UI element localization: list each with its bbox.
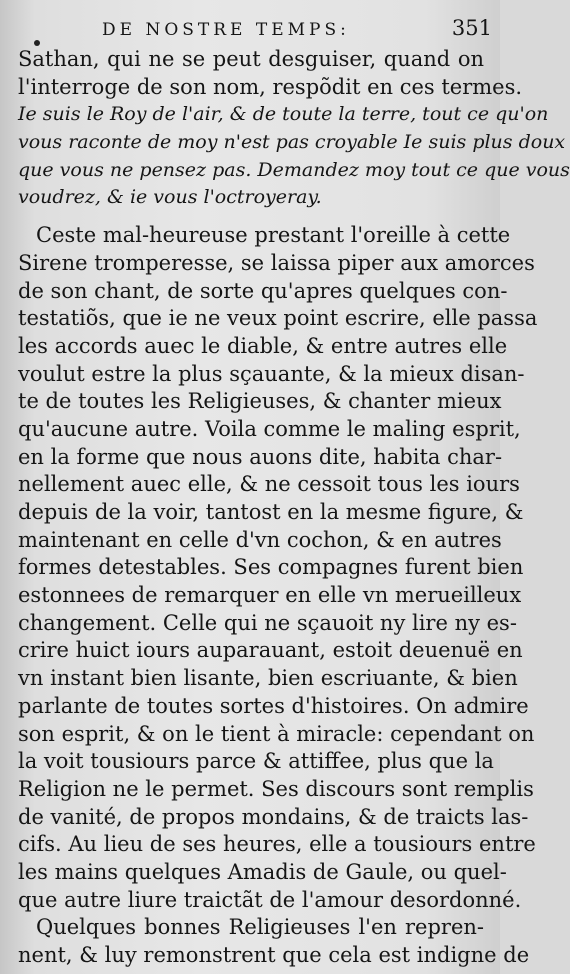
text-line: son esprit, & on le tient à miracle: cependant on bbox=[18, 721, 535, 746]
text-line: depuis de la voir, tantost en la mesme figure, & bbox=[18, 500, 524, 524]
text-line: de son chant, de sorte qu'apres quelques con- bbox=[18, 278, 508, 303]
text-line-italic: Ie suis le Roy de l'air, & de toute la terre, tout ce qu'on bbox=[18, 103, 549, 126]
text-line: que autre liure traictãt de l'amour desordonné. bbox=[18, 887, 522, 912]
text-line: estonnees de remarquer en elle vn merueilleux bbox=[18, 583, 522, 608]
text-line: changement. Celle qui ne sçauoit ny lire ny es- bbox=[18, 610, 517, 635]
text-line: l'interroge de son nom, respõdit en ces termes. bbox=[18, 74, 523, 99]
page-number: 351 bbox=[451, 16, 492, 40]
text-line: cifs. Au lieu de ses heures, elle a tousiours entre bbox=[18, 832, 536, 857]
text-line: maintenant en celle d'vn cochon, & en autres bbox=[18, 527, 502, 552]
text-line: Quelques bonnes Religieuses l'en repren- bbox=[36, 915, 484, 940]
text-line: crire huict iours auparauant, estoit deuenuë en bbox=[18, 638, 523, 663]
text-line: formes detestables. Ses compagnes furent bien bbox=[18, 555, 524, 580]
text-line: en la forme que nous auons dite, habita char- bbox=[18, 444, 503, 469]
text-line: Sirene tromperesse, se laissa piper aux amorces bbox=[18, 250, 535, 275]
text-line: les mains quelques Amadis de Gaule, ou quel- bbox=[18, 859, 507, 884]
text-line: voulut estre la plus sçauante, & la mieux disan- bbox=[18, 361, 525, 386]
text-line-italic: voudrez, & ie vous l'octroyeray. bbox=[18, 186, 322, 209]
text-line: parlante de toutes sortes d'histoires. On admire bbox=[18, 693, 529, 718]
text-line: Sathan, qui ne se peut desguiser, quand on bbox=[18, 47, 484, 71]
text-line: nent, & luy remonstrent que cela est indigne de bbox=[18, 943, 530, 967]
text-line: Ceste mal-heureuse prestant l'oreille à cette bbox=[36, 223, 511, 248]
text-line: nellement auec elle, & ne cessoit tous les iours bbox=[18, 472, 520, 497]
text-line: la voit tousiours parce & attiffee, plus que la bbox=[18, 749, 494, 774]
text-line: testatiõs, que ie ne veux point escrire, elle passa bbox=[18, 306, 538, 331]
text-line: Religion ne le permet. Ses discours sont remplis bbox=[18, 776, 534, 801]
text-line: qu'aucune autre. Voila comme le maling esprit, bbox=[18, 416, 521, 441]
text-line: de vanité, de propos mondains, & de traicts las- bbox=[18, 804, 529, 829]
text-line: vn instant bien lisante, bien escriuante, & bien bbox=[18, 666, 518, 691]
text-line: les accords auec le diable, & entre autres elle bbox=[18, 333, 508, 358]
running-head: DE NOSTRE TEMPS: bbox=[102, 20, 350, 40]
body-text bbox=[18, 46, 570, 970]
text-line: te de toutes les Religieuses, & chanter mieux bbox=[18, 389, 502, 414]
text-line-italic: que vous ne pensez pas. Demandez moy tout ce que vous bbox=[18, 158, 570, 181]
page-header bbox=[40, 14, 492, 44]
text-line-italic: vous raconte de moy n'est pas croyable Ie suis plus doux bbox=[18, 131, 566, 154]
